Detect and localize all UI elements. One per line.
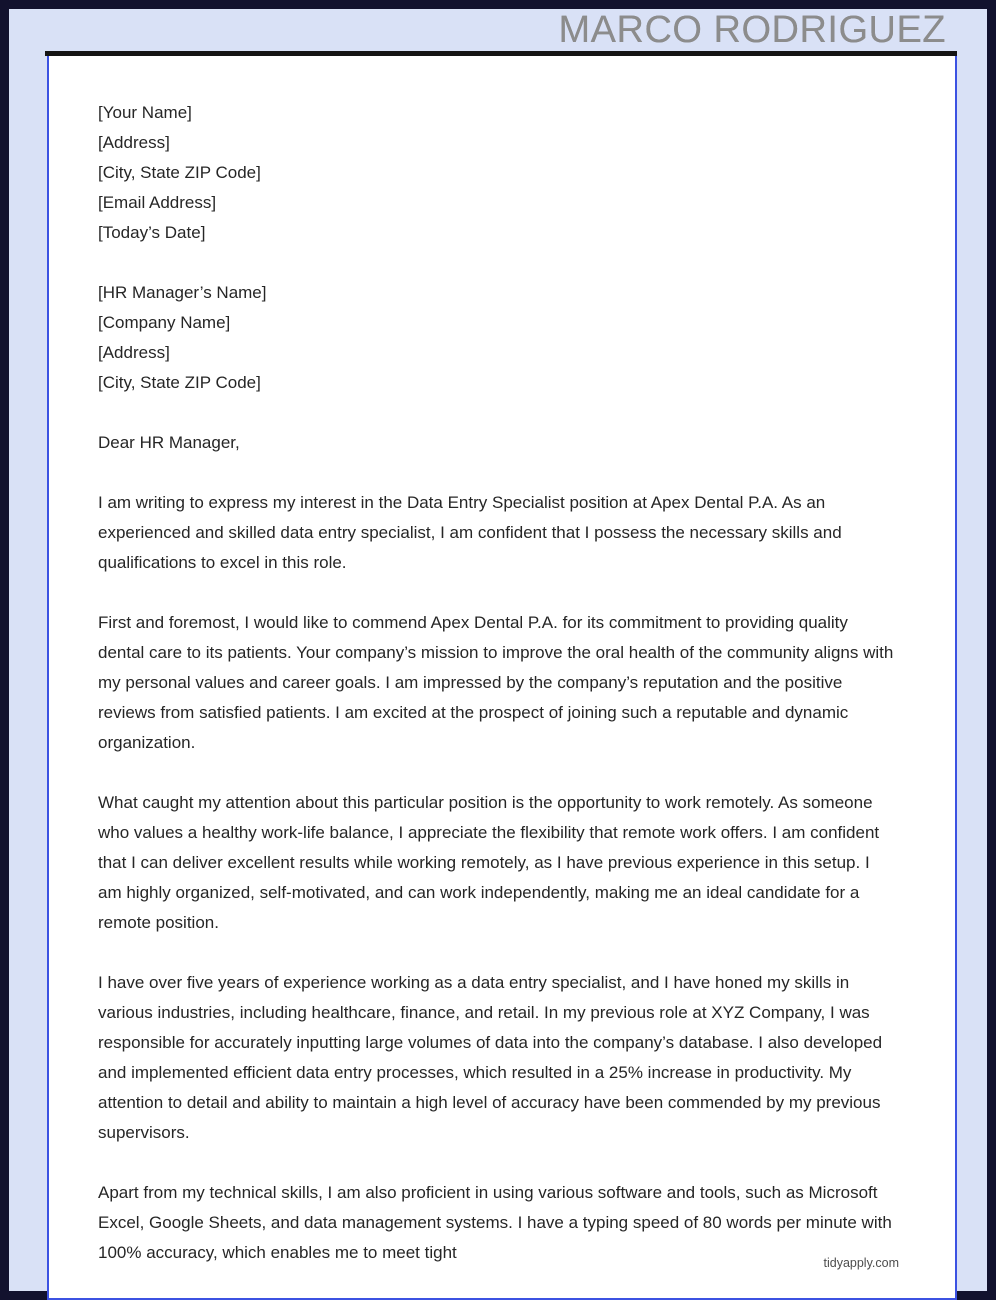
letter-paragraph: First and foremost, I would like to commend Apex Dental P.A. for its commitment to providing quality dental care to its patients. Your company’s mission to improve the oral health of the community aligns with my personal values and career goals. I am impressed by the company’s reputation and the positive reviews from satisfied patients. I am excited at the prospect of joining such a reputable and dynamic organization.: [98, 613, 894, 752]
letter-paragraph: Apart from my technical skills, I am also proficient in using various software and tools, such as Microsoft Excel, Google Sheets, and data management systems. I have a typing speed of 80 words per minute with 100% accuracy, which enables me to meet tight: [98, 1183, 892, 1262]
recipient-address-line: [HR Manager’s Name]: [98, 283, 267, 302]
sender-address-block: [98, 98, 907, 248]
letter-body: [98, 488, 907, 1268]
letter-paragraph: I have over five years of experience working as a data entry specialist, and I have honed my skills in various industries, including healthcare, finance, and retail. In my previous role at XYZ Company, I was responsible for accurately inputting large volumes of data into the company’s database. I also developed and implemented efficient data entry processes, which resulted in a 25% increase in productivity. My attention to detail and ability to maintain a high level of accuracy have been commended by my previous supervisors.: [98, 973, 883, 1142]
sender-address-line: [Email Address]: [98, 193, 217, 212]
sender-address-line: [Address]: [98, 133, 170, 152]
recipient-address-block: [98, 278, 907, 398]
sender-address-line: [City, State ZIP Code]: [98, 163, 261, 182]
sender-address-line: [Today’s Date]: [98, 223, 206, 242]
document-header: [9, 9, 987, 51]
recipient-address-line: [Company Name]: [98, 313, 231, 332]
letter-page: [47, 56, 957, 1300]
recipient-address-line: [Address]: [98, 343, 170, 362]
letter-paragraph: I am writing to express my interest in the Data Entry Specialist position at Apex Dental P.A. As an experienced and skilled data entry specialist, I am confident that I possess the necessary skills and qualifications to excel in this role.: [98, 493, 842, 572]
watermark: tidyapply.com: [823, 1256, 899, 1270]
letter-paragraph: What caught my attention about this particular position is the opportunity to work remotely. As someone who values a healthy work-life balance, I appreciate the flexibility that remote work offers. I am confident that I can deliver excellent results while working remotely, as I have previous experience in this setup. I am highly organized, self-motivated, and can work independently, making me an ideal candidate for a remote position.: [98, 793, 880, 932]
header-name: MARCO RODRIGUEZ: [558, 9, 946, 51]
salutation: Dear HR Manager,: [98, 433, 240, 452]
recipient-address-line: [City, State ZIP Code]: [98, 373, 261, 392]
sender-address-line: [Your Name]: [98, 103, 192, 122]
